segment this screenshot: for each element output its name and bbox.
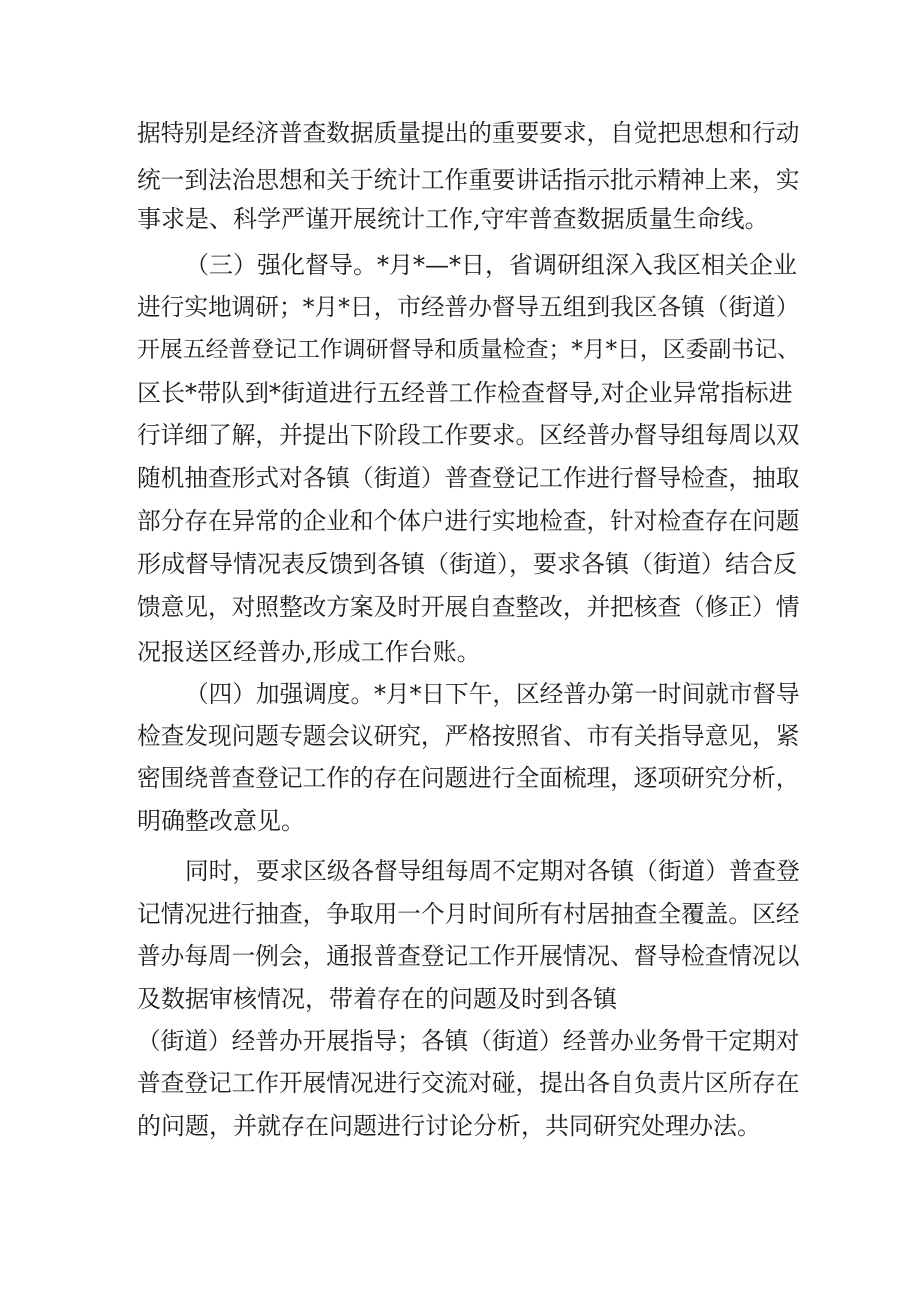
- paragraph-4-line-4: 及数据审核情况，带着存在的问题及时到各镇: [137, 985, 617, 1013]
- paragraph-2-line-3: 开展五经普登记工作调研督导和质量检查；*月*日，区委副书记、: [137, 337, 800, 363]
- paragraph-2-line-1: （三）强化督导。*月*—*日，省调研组深入我区相关企业: [185, 251, 797, 279]
- paragraph-2-line-2: 进行实地调研；*月*日，市经普办督导五组到我区各镇（街道）: [137, 293, 800, 321]
- paragraph-4-line-3: 普办每周一例会，通报普查登记工作开展情况、督导检查情况以: [137, 942, 800, 970]
- paragraph-3-line-1: （四）加强调度。*月*日下午，区经普办第一时间就市督导: [185, 680, 800, 708]
- paragraph-1-line-1: 据特别是经济普查数据质量提出的重要要求，自觉把思想和行动: [137, 119, 800, 147]
- paragraph-5-line-2: 普查登记工作开展情况进行交流对碰，提出各自负责片区所存在: [137, 1069, 800, 1097]
- paragraph-2-line-10: 况报送区经普办,形成工作台账。: [137, 638, 481, 666]
- paragraph-2-line-7: 部分存在异常的企业和个体户进行实地检查，针对检查存在问题: [137, 507, 800, 535]
- paragraph-2-line-8: 形成督导情况表反馈到各镇（街道），要求各镇（街道）结合反: [137, 550, 797, 578]
- paragraph-4-line-1: 同时，要求区级各督导组每周不定期对各镇（街道）普查登: [185, 857, 800, 885]
- paragraph-5-line-1: （街道）经普办开展指导；各镇（街道）经普办业务骨干定期对: [137, 1027, 800, 1055]
- paragraph-3-line-2: 检查发现问题专题会议研究，严格按照省、市有关指导意见，紧: [137, 722, 800, 750]
- paragraph-3-line-4: 明确整改意见。: [137, 807, 305, 835]
- paragraph-2-line-6: 随机抽查形式对各镇（街道）普查登记工作进行督导检查，抽取: [137, 464, 800, 492]
- paragraph-2-line-9: 馈意见，对照整改方案及时开展自查整改，并把核查（修正）情: [137, 593, 800, 621]
- paragraph-1-line-3: 事求是、科学严谨开展统计工作,守牢普查数据质量生命线。: [137, 205, 769, 233]
- paragraph-2-line-5: 行详细了解，并提出下阶段工作要求。区经普办督导组每周以双: [137, 421, 800, 449]
- paragraph-3-line-3: 密围绕普查登记工作的存在问题进行全面梳理，逐项研究分析，: [137, 764, 800, 792]
- paragraph-5-line-3: 的问题，并就存在问题进行讨论分析，共同研究处理办法。: [137, 1112, 761, 1140]
- paragraph-1-line-2: 统一到法治思想和关于统计工作重要讲话指示批示精神上来，实: [137, 166, 800, 194]
- paragraph-2-line-4: 区长*带队到*街道进行五经普工作检查督导,对企业异常指标进: [137, 379, 793, 407]
- paragraph-4-line-2: 记情况进行抽查，争取用一个月时间所有村居抽查全覆盖。区经: [137, 900, 800, 928]
